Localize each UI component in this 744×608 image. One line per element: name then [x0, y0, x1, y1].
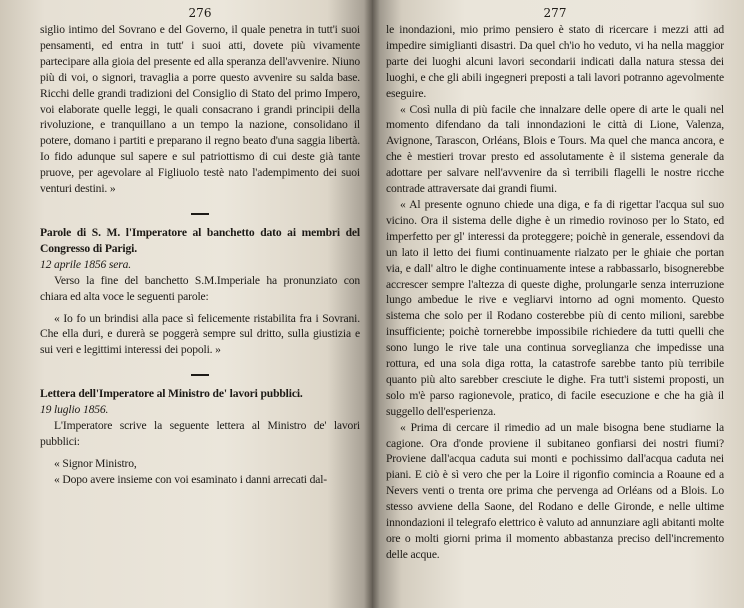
- section-date-letter: 19 luglio 1856.: [40, 403, 109, 417]
- left-page-text: [40, 22, 360, 488]
- banquet-quote: « Io fo un brindisi alla pace sì felicemente ristabilita fra i Sovrani. Che ella duri, e durerà se poggerà sempre sul dritto, sulla giustizia e sui veri e legittimi interessi dei popoli. »: [40, 311, 360, 357]
- right-page: [372, 0, 744, 608]
- letter-salutation: « Signor Ministro,: [54, 456, 137, 470]
- page-number-left: 276: [188, 6, 212, 20]
- continuation-paragraph: siglio intimo del Sovrano e del Governo, il quale penetra in tutt'i suoi pensamenti, ed entra in tutt' i suoi atti, dovete più vivamente partecipare alla gioia del presente ed alla speranza dell'avvenire. Niuno più di voi, o signori, travaglia a porre questo avvenire su salda base. Ricchi delle grandi tradizioni del Consiglio di Stato del primo Impero, voi elaborate quelle leggi, le quali consacrano i grandi principii della rivoluzione, e tranquillano a un tempo la nazione, consolidano il potere, domano i partiti e preparano il regno beato d'una saggia libertà. Io fido adunque sul sapere e sul patriottismo di cui deste già tante pruove, per agevolare al Figliuolo testè nato l'adempimento dei suoi venturi destini. »: [40, 23, 360, 196]
- letter-paragraph: « Prima di cercare il rimedio ad un male bisogna bene studiarne la cagione. Ora d'onde proviene il subitaneo gonfiarsi dei nostri fiumi? Proviene dall'acqua caduta sui monti e pochissimo dall'acqua caduta nei piani. E ciò è sì vero che per la Loire il rigonfio comincia a Roaune ed a Nevers venti o trenta ore prima che pervenga ad Orléans od a Blois. Lo stesso avviene della Saone, del Rodano e delle Gironde, e nelle ultime innondazioni il telegrafo elettrico è valuto ad annunziare agli abitanti molte ore o molti giorni prima il momento abbastanza preciso dell'incremento delle acque.: [386, 420, 724, 561]
- letter-paragraph: le inondazioni, mio primo pensiero è stato di ricercare i mezzi atti ad impedire simiglianti disastri. Da quel ch'io ho veduto, vi ha nella maggior parte dei luoghi alcuni lavori secondarii indicati dalla natura stessa dei luoghi, e che gli abili ingegneri preposti a tali lavori potranno agevolmente eseguire.: [386, 23, 724, 100]
- letter-opening: « Dopo avere insieme con voi esaminato i danni arrecati dal-: [54, 472, 328, 486]
- letter-paragraph: « Al presente ognuno chiede una diga, e fa di rigettar l'acqua sul suo vicino. Ora il sistema delle dighe è un rimedio rovinoso per lo Stato, ed imperfetto per gl' interessi da proteggere; poichè in generale, essendovi da un lato il letto dei fiumi continuamente rialzato per le ghiaie che portan via, e dall' altro le dighe continuamente intese a rabbassarlo, bisognerebbe accrescer sempre l'altezza di queste dighe, prolungarle senza interruzione lungo ambedue le rive e vegliarvi intorno ad ogni momento. Questo sistema che solo per il Rodano costerebbe più di cento milioni, sarebbe insufficiente; poichè tornerebbe impossibile richiedere da tutti quelli che sono lungo le rive tale una continua sorveglianza che impedisse una rottura, ed una sola diga rotta, la catastrofe sarebbe tanto più terribile quanto più alto sarebber cresciute le dighe. Fra tutt'i sistemi proposti, un solo m'è parso ragionevole, pratico, di facile esecuzione e che ha già il suggello dell'esperienza.: [386, 197, 724, 418]
- page-number-right: 277: [543, 6, 567, 20]
- letter-paragraph: « Così nulla di più facile che innalzare delle opere di arte le quali nel momento difendano da tali innondazioni le città di Lione, Valenza, Avignone, Tarascon, Orléans, Blois e Tours. Ma quel che manca ancora, e che è mestieri trovar presto ed assolutamente è il sistema generale da adottare per salvare nell'avvenire da sì terribili flagelli le nostre ricche contrade attraversate dai grandi fiumi.: [386, 102, 724, 196]
- section-divider: [191, 374, 209, 376]
- section-heading-banquet: Parole di S. M. l'Imperatore al banchetto dato ai membri del Congresso di Parigi.: [40, 225, 360, 255]
- banquet-intro: Verso la fine del banchetto S.M.Imperiale ha pronunziato con chiara ed alta voce le seguenti parole:: [40, 273, 360, 303]
- right-page-text: [386, 22, 724, 563]
- section-heading-letter: Lettera dell'Imperatore al Ministro de' lavori pubblici.: [40, 387, 303, 401]
- section-date-banquet: 12 aprile 1856 sera.: [40, 257, 132, 271]
- section-divider: [191, 213, 209, 215]
- letter-intro: L'Imperatore scrive la seguente lettera al Ministro de' lavori pubblici:: [40, 419, 360, 448]
